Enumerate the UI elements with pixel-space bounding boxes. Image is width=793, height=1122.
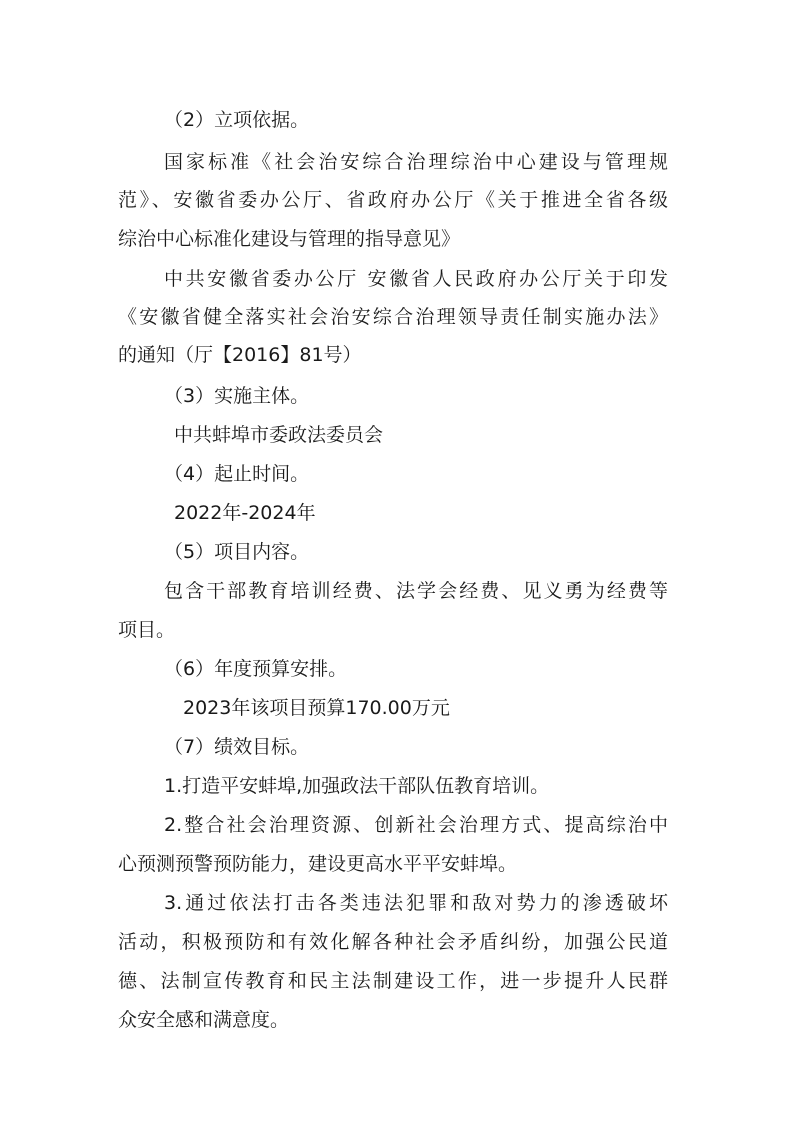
heading-period: （4）起止时间。 <box>164 463 310 485</box>
goal-3-line-1: 3.通过依法打击各类违法犯罪和敌对势力的渗透破坏 <box>164 892 668 914</box>
implementer-value: 中共蚌埠市委政法委员会 <box>174 424 384 446</box>
heading-implementer: （3）实施主体。 <box>164 385 310 407</box>
period-value: 2022年-2024年 <box>174 502 316 524</box>
goal-2-line-2: 心预测预警预防能力，建设更高水平平安蚌埠。 <box>118 853 518 875</box>
heading-basis: （2）立项依据。 <box>164 109 310 131</box>
goal-3-line-4: 众安全感和满意度。 <box>118 1009 290 1031</box>
heading-budget: （6）年度预算安排。 <box>164 658 348 680</box>
paragraph-basis-line-3: 综治中心标准化建设与管理的指导意见》 <box>118 228 461 250</box>
paragraph-basis-line-2: 范》、安徽省委办公厅、省政府办公厅《关于推进全省各级 <box>118 189 668 211</box>
paragraph-notice-line-2: 《安徽省健全落实社会治安综合治理领导责任制实施办法》 <box>118 306 668 328</box>
goal-3-line-2: 活动，积极预防和有效化解各种社会矛盾纠纷，加强公民道 <box>118 931 668 953</box>
heading-goals: （7）绩效目标。 <box>164 736 310 758</box>
goal-2-line-1: 2.整合社会治理资源、创新社会治理方式、提高综治中 <box>164 814 668 836</box>
content-line-1: 包含干部教育培训经费、法学会经费、见义勇为经费等 <box>164 580 668 602</box>
goal-3-line-3: 德、法制宣传教育和民主法制建设工作，进一步提升人民群 <box>118 970 668 992</box>
paragraph-notice-line-3: 的通知（厅【2016】81号） <box>118 344 362 366</box>
content-line-2: 项目。 <box>118 619 176 641</box>
goal-1: 1.打造平安蚌埠,加强政法干部队伍教育培训。 <box>164 775 550 797</box>
heading-content: （5）项目内容。 <box>164 541 310 563</box>
budget-value: 2023年该项目预算170.00万元 <box>183 697 450 719</box>
paragraph-notice-line-1: 中共安徽省委办公厅 安徽省人民政府办公厅关于印发 <box>164 268 668 290</box>
paragraph-basis-line-1: 国家标准《社会治安综合治理综治中心建设与管理规 <box>164 151 668 173</box>
